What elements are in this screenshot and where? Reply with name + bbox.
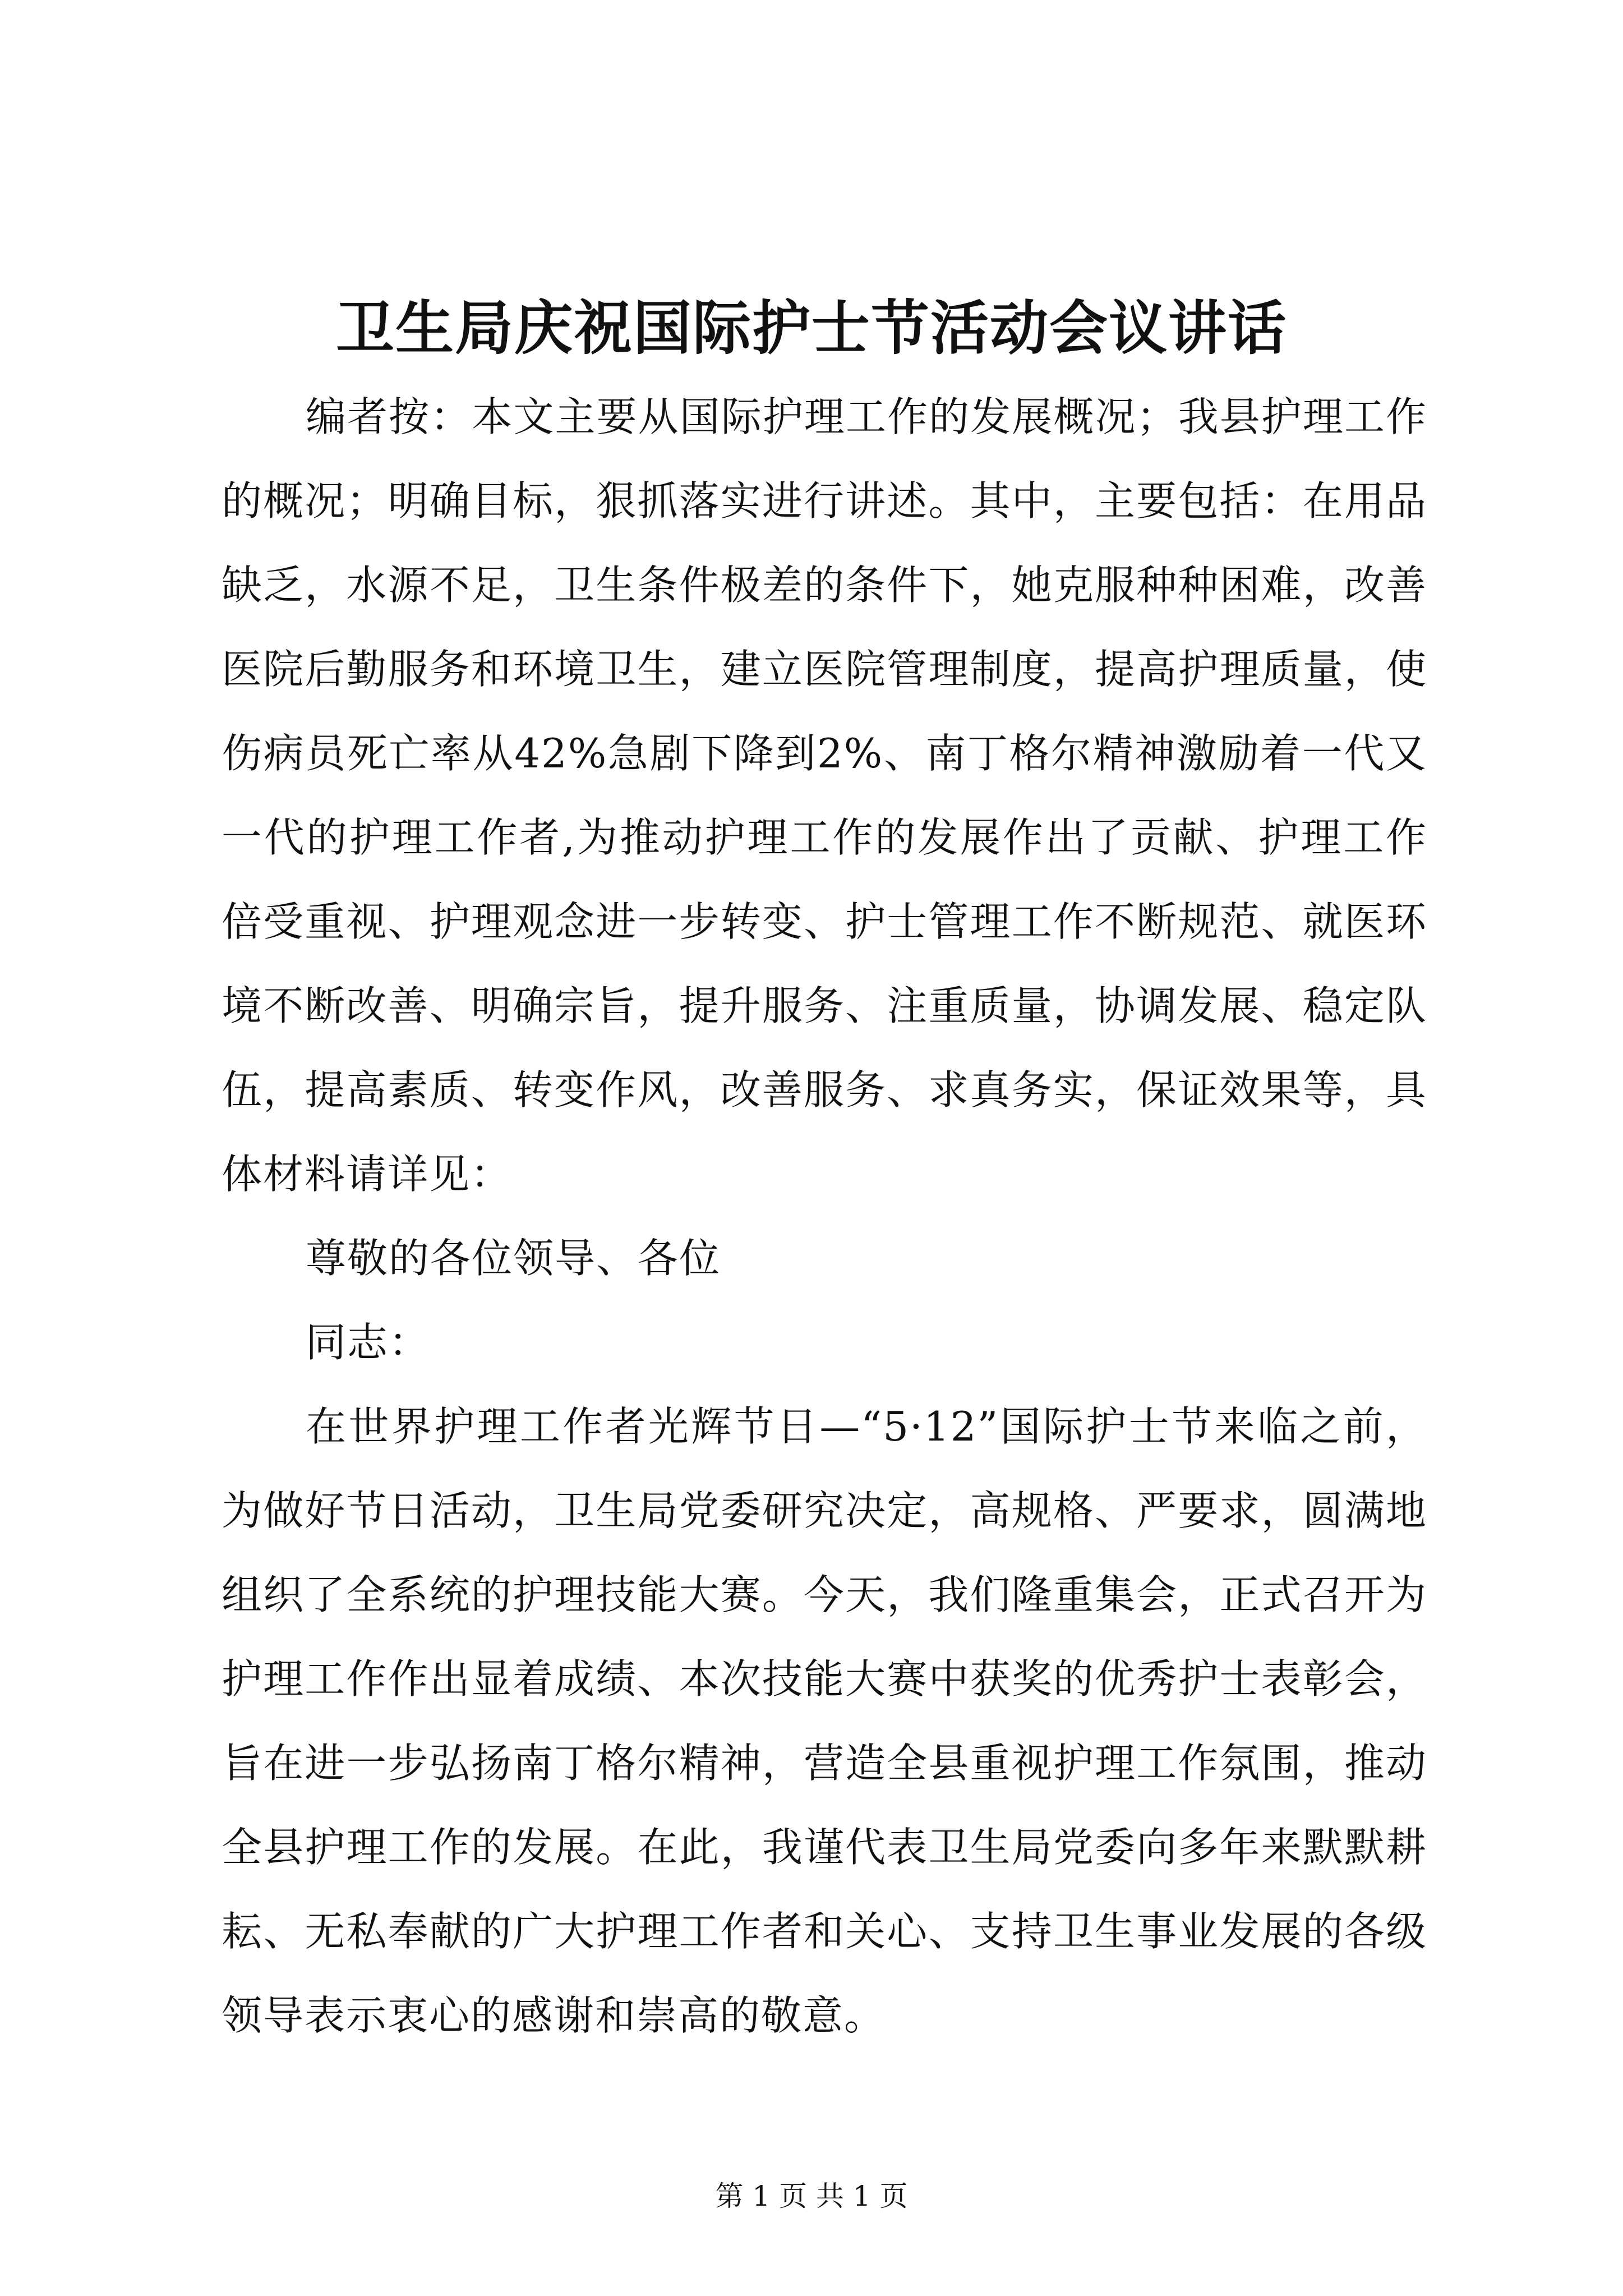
paragraph-salutation-continued: 同志： xyxy=(306,1319,431,1366)
page-number-footer: 第 1 页 共 1 页 xyxy=(715,2180,908,2212)
paragraph-salutation: 尊敬的各位领导、各位 xyxy=(306,1235,721,1282)
paragraph-editor-note: 编者按：本文主要从国际护理工作的发展概况；我县护理工作的概况；明确目标，狠抓落实进行讲述。其中，主要包括：在用品缺乏，水源不足，卫生条件极差的条件下，她克服种种困难，改善医院后勤服务和环境卫生，建立医院管理制度，提高护理质量，使伤病员死亡率从42%急剧下降到2%、南丁格尔精神激励着一代又一代的护理工作者,为推动护理工作的发展作出了贡献、护理工作倍受重视、护理观念进一步转变、护士管理工作不断规范、就医环境不断改善、明确宗旨，提升服务、注重质量，协调发展、稳定队伍，提高素质、转变作风，改善服务、求真务实，保证效果等，具体材料请详见： xyxy=(222,393,1427,1198)
paragraph-speech-body: 在世界护理工作者光辉节日—“5·12”国际护士节来临之前，为做好节日活动，卫生局党委研究决定，高规格、严要求，圆满地组织了全系统的护理技能大赛。今天，我们隆重集会，正式召开为护理工作作出显着成绩、本次技能大赛中获奖的优秀护士表彰会，旨在进一步弘扬南丁格尔精神，营造全县重视护理工作氛围，推动全县护理工作的发展。在此，我谨代表卫生局党委向多年来默默耕耘、无私奉献的广大护理工作者和关心、支持卫生事业发展的各级领导表示衷心的感谢和崇高的敬意。 xyxy=(222,1403,1427,2039)
document-title: 卫生局庆祝国际护士节活动会议讲话 xyxy=(335,293,1287,362)
document-body xyxy=(222,375,1427,2058)
